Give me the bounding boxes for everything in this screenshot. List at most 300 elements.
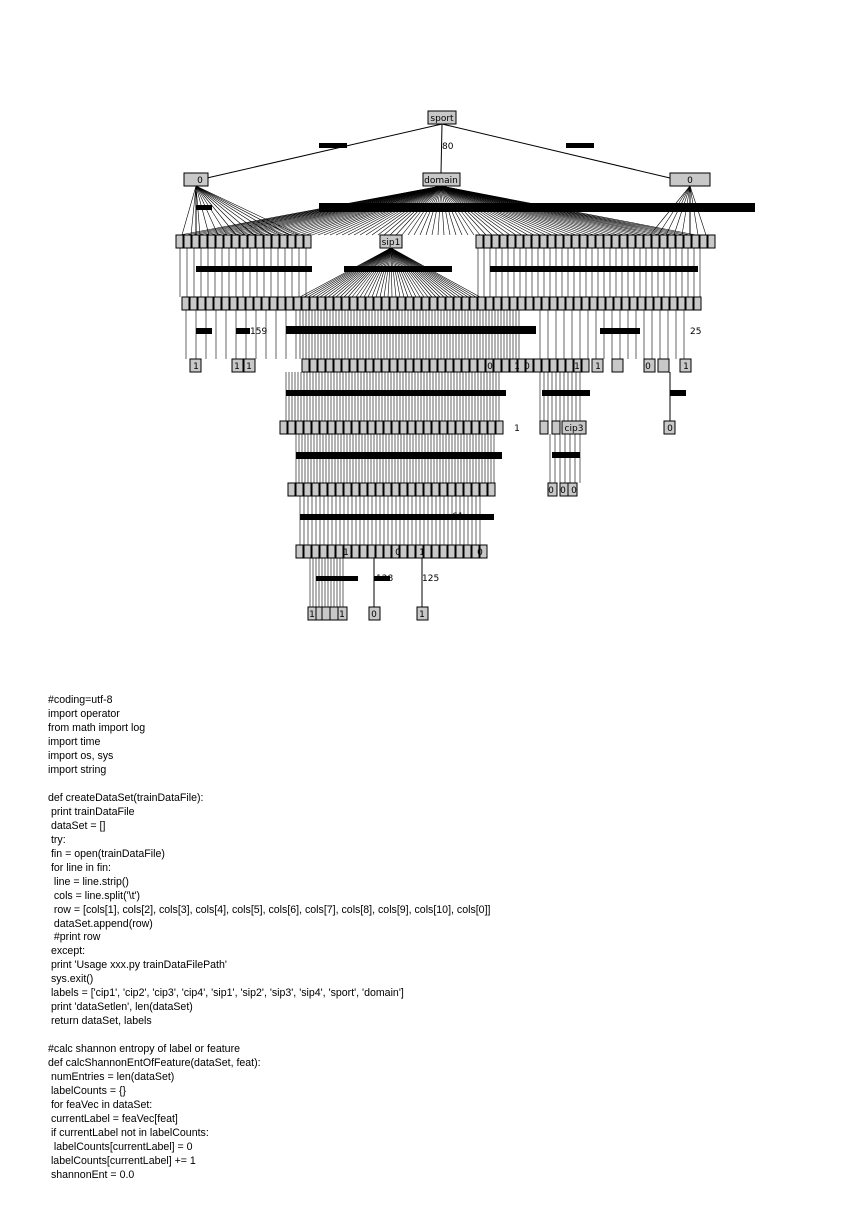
tree-edge bbox=[191, 186, 196, 235]
tree-node bbox=[326, 297, 333, 310]
tree-node bbox=[636, 235, 643, 248]
tree-node bbox=[390, 297, 397, 310]
tree-node bbox=[694, 297, 701, 310]
tree-node bbox=[644, 235, 651, 248]
code-line: from math import log bbox=[48, 721, 146, 734]
code-line: import string bbox=[48, 763, 107, 776]
leaf-value: 0 bbox=[371, 610, 377, 620]
tree-node bbox=[438, 359, 445, 372]
edge-label: 25 bbox=[690, 327, 702, 337]
tree-node bbox=[502, 297, 509, 310]
code-line: def createDataSet(trainDataFile): bbox=[48, 791, 204, 804]
edge-label: 128 bbox=[376, 574, 394, 584]
code-line: for feaVec in dataSet: bbox=[48, 1099, 153, 1112]
tree-node bbox=[582, 297, 589, 310]
tree-node bbox=[558, 297, 565, 310]
edge-label-bar bbox=[600, 328, 640, 334]
svg-text:0: 0 bbox=[197, 176, 203, 186]
tree-node bbox=[376, 483, 383, 496]
tree-node bbox=[296, 421, 303, 434]
tree-node bbox=[240, 235, 247, 248]
tree-node bbox=[368, 421, 375, 434]
code-line: print 'Usage xxx.py trainDataFilePath' bbox=[48, 959, 227, 972]
tree-node bbox=[270, 297, 277, 310]
tree-node bbox=[612, 359, 623, 372]
tree-node bbox=[288, 235, 295, 248]
tree-node bbox=[302, 359, 309, 372]
tree-node bbox=[432, 545, 439, 558]
tree-node-domain bbox=[423, 173, 460, 186]
tree-node bbox=[350, 297, 357, 310]
tree-node bbox=[400, 545, 407, 558]
edge-label-bar bbox=[490, 266, 698, 272]
tree-node bbox=[358, 359, 365, 372]
edge-label-bar bbox=[286, 390, 506, 396]
tree-node bbox=[518, 297, 525, 310]
tree-node bbox=[686, 297, 693, 310]
tree-node bbox=[448, 545, 455, 558]
tree-node bbox=[350, 359, 357, 372]
edge-label-bar bbox=[344, 266, 452, 272]
tree-node bbox=[456, 483, 463, 496]
edge-label-bar bbox=[300, 514, 494, 520]
tree-edge bbox=[391, 248, 480, 297]
tree-node bbox=[360, 483, 367, 496]
tree-node bbox=[296, 545, 303, 558]
tree-node bbox=[278, 297, 285, 310]
tree-node bbox=[446, 297, 453, 310]
tree-node bbox=[430, 359, 437, 372]
tree-node bbox=[280, 421, 287, 434]
tree-node bbox=[312, 421, 319, 434]
tree-node bbox=[302, 297, 309, 310]
code-line: import time bbox=[48, 735, 101, 748]
tree-node bbox=[472, 483, 479, 496]
tree-node bbox=[440, 483, 447, 496]
code-line: cols = line.split('\t') bbox=[48, 889, 141, 902]
tree-node-root bbox=[428, 111, 456, 124]
tree-node bbox=[652, 235, 659, 248]
tree-node bbox=[310, 297, 317, 310]
tree-edge bbox=[360, 248, 391, 297]
code-line: labels = ['cip1', 'cip2', 'cip3', 'cip4', 'sip1', 'sip2', 'sip3', 'sip4', 'sport', 'domain'] bbox=[48, 987, 404, 1000]
tree-node bbox=[344, 421, 351, 434]
tree-node bbox=[304, 235, 311, 248]
code-line: print trainDataFile bbox=[48, 805, 135, 818]
tree-node bbox=[320, 545, 327, 558]
tree-node bbox=[374, 297, 381, 310]
tree-node bbox=[342, 359, 349, 372]
tree-node bbox=[408, 545, 415, 558]
leaf-value: 0 bbox=[524, 362, 530, 372]
code-line: return dataSet, labels bbox=[48, 1015, 152, 1028]
code-line: sys.exit() bbox=[48, 973, 94, 986]
code-line: labelCounts[currentLabel] = 0 bbox=[48, 1141, 193, 1153]
svg-text:cip3: cip3 bbox=[564, 424, 584, 434]
tree-node bbox=[628, 235, 635, 248]
tree-node bbox=[432, 421, 439, 434]
tree-node bbox=[182, 297, 189, 310]
tree-node bbox=[604, 235, 611, 248]
tree-node bbox=[246, 297, 253, 310]
tree-node bbox=[366, 359, 373, 372]
tree-node bbox=[430, 297, 437, 310]
leaf-value: 0 bbox=[571, 486, 577, 496]
tree-node bbox=[556, 235, 563, 248]
tree-node bbox=[654, 297, 661, 310]
leaf-value: 1 bbox=[595, 362, 601, 372]
tree-node bbox=[296, 483, 303, 496]
tree-edge bbox=[336, 248, 391, 297]
code-line: shannonEnt = 0.0 bbox=[48, 1168, 135, 1181]
tree-node bbox=[200, 235, 207, 248]
code-line: def calcShannonEntOfFeature(dataSet, feat): bbox=[48, 1057, 261, 1070]
tree-node bbox=[382, 359, 389, 372]
leaf-value: 1 bbox=[193, 362, 199, 372]
tree-node bbox=[678, 297, 685, 310]
tree-node bbox=[464, 483, 471, 496]
tree-node bbox=[376, 421, 383, 434]
code-line: #calc shannon entropy of label or feature bbox=[48, 1043, 240, 1056]
tree-node bbox=[294, 297, 301, 310]
tree-node bbox=[614, 297, 621, 310]
tree-node bbox=[184, 235, 191, 248]
tree-edge bbox=[320, 248, 391, 297]
leaf-value: 0 bbox=[395, 548, 401, 558]
code-line bbox=[48, 1029, 828, 1043]
tree-node bbox=[328, 421, 335, 434]
tree-node bbox=[288, 483, 295, 496]
tree-node bbox=[612, 235, 619, 248]
tree-node bbox=[572, 235, 579, 248]
leaf-value: 0 bbox=[645, 362, 651, 372]
tree-node bbox=[232, 235, 239, 248]
tree-node bbox=[424, 421, 431, 434]
tree-node bbox=[440, 545, 447, 558]
tree-node bbox=[532, 235, 539, 248]
tree-node bbox=[398, 297, 405, 310]
leaf-value: 0 bbox=[560, 486, 566, 496]
tree-node bbox=[206, 297, 213, 310]
tree-edge bbox=[391, 248, 456, 297]
tree-node bbox=[256, 235, 263, 248]
tree-node bbox=[620, 235, 627, 248]
tree-node bbox=[366, 297, 373, 310]
leaf-value: 1 bbox=[339, 610, 345, 620]
tree-node bbox=[318, 297, 325, 310]
leaf-value: 1 bbox=[574, 362, 580, 372]
code-line: line = line.strip() bbox=[48, 875, 129, 888]
tree-node bbox=[454, 359, 461, 372]
tree-node bbox=[494, 297, 501, 310]
tree-node bbox=[384, 545, 391, 558]
tree-node bbox=[406, 359, 413, 372]
tree-node bbox=[488, 421, 495, 434]
leaf-value: 1 bbox=[343, 548, 349, 558]
tree-node bbox=[296, 235, 303, 248]
source-code-block bbox=[48, 694, 828, 1183]
tree-node bbox=[414, 359, 421, 372]
tree-node bbox=[454, 297, 461, 310]
tree-node bbox=[566, 359, 573, 372]
tree-node bbox=[462, 297, 469, 310]
tree-node bbox=[548, 235, 555, 248]
tree-node bbox=[190, 297, 197, 310]
edge-label-bar bbox=[552, 452, 580, 458]
code-line: labelCounts[currentLabel] += 1 bbox=[48, 1154, 196, 1167]
tree-node-sip1 bbox=[380, 235, 402, 248]
leaf-value: 1 bbox=[514, 424, 520, 434]
edge-label-bar bbox=[319, 143, 347, 148]
tree-node bbox=[390, 359, 397, 372]
tree-node bbox=[484, 235, 491, 248]
code-line: import os, sys bbox=[48, 749, 114, 762]
tree-node bbox=[414, 297, 421, 310]
code-line: dataSet = [] bbox=[48, 819, 106, 832]
tree-node bbox=[216, 235, 223, 248]
tree-node bbox=[352, 545, 359, 558]
code-line: dataSet.append(row) bbox=[48, 917, 153, 930]
tree-node bbox=[264, 235, 271, 248]
tree-node bbox=[580, 235, 587, 248]
code-line: import operator bbox=[48, 707, 120, 720]
tree-node bbox=[224, 235, 231, 248]
edge-label-bar bbox=[542, 390, 590, 396]
tree-node bbox=[526, 297, 533, 310]
tree-node bbox=[336, 545, 343, 558]
tree-node bbox=[456, 421, 463, 434]
tree-node-right bbox=[670, 173, 710, 186]
tree-node bbox=[542, 359, 549, 372]
svg-text:sip1: sip1 bbox=[381, 238, 401, 248]
tree-node bbox=[542, 297, 549, 310]
tree-edge bbox=[391, 248, 452, 297]
tree-node bbox=[476, 235, 483, 248]
tree-node bbox=[238, 297, 245, 310]
root-edge-label: 80 bbox=[442, 142, 454, 152]
tree-node bbox=[448, 421, 455, 434]
tree-node bbox=[312, 545, 319, 558]
tree-edge bbox=[442, 124, 670, 178]
tree-node bbox=[684, 235, 691, 248]
code-line: print 'dataSetlen', len(dataSet) bbox=[48, 1001, 193, 1014]
tree-node bbox=[638, 297, 645, 310]
tree-node bbox=[424, 545, 431, 558]
tree-node bbox=[422, 297, 429, 310]
code-line: labelCounts = {} bbox=[48, 1085, 127, 1098]
tree-node bbox=[550, 297, 557, 310]
tree-node bbox=[676, 235, 683, 248]
tree-node bbox=[358, 297, 365, 310]
tree-node bbox=[534, 359, 541, 372]
edge-label: 61 bbox=[452, 512, 464, 522]
leaf-value: 1 bbox=[419, 548, 425, 558]
tree-node bbox=[590, 297, 597, 310]
tree-node bbox=[480, 421, 487, 434]
tree-node bbox=[392, 483, 399, 496]
tree-node bbox=[336, 421, 343, 434]
tree-node bbox=[658, 359, 669, 372]
tree-node bbox=[488, 483, 495, 496]
tree-edge bbox=[182, 186, 196, 235]
tree-edge bbox=[312, 248, 391, 297]
tree-node bbox=[312, 483, 319, 496]
code-line: numEntries = len(dataSet) bbox=[48, 1071, 175, 1084]
tree-node bbox=[700, 235, 707, 248]
leaf-value: 0 bbox=[487, 362, 493, 372]
tree-node bbox=[432, 483, 439, 496]
tree-node bbox=[254, 297, 261, 310]
tree-node bbox=[508, 235, 515, 248]
tree-node bbox=[424, 483, 431, 496]
edge-label-bar bbox=[286, 326, 536, 334]
tree-node bbox=[408, 483, 415, 496]
edge-label-bar bbox=[296, 452, 502, 459]
code-line: try: bbox=[48, 833, 66, 846]
leaf-value: 1 bbox=[246, 362, 252, 372]
tree-node bbox=[524, 235, 531, 248]
tree-node bbox=[328, 483, 335, 496]
edge-label-bar bbox=[196, 205, 212, 210]
code-line: except: bbox=[48, 945, 86, 958]
tree-node bbox=[534, 297, 541, 310]
tree-node bbox=[448, 483, 455, 496]
tree-node-cip3 bbox=[562, 421, 586, 434]
tree-node bbox=[342, 297, 349, 310]
tree-node bbox=[470, 297, 477, 310]
edge-label: 159 bbox=[250, 327, 268, 337]
tree-node bbox=[336, 483, 343, 496]
leaf-value: 0 bbox=[548, 486, 554, 496]
tree-node bbox=[598, 297, 605, 310]
tree-edge bbox=[207, 124, 442, 178]
svg-text:0: 0 bbox=[687, 176, 693, 186]
tree-node bbox=[320, 483, 327, 496]
leaf-value: 1 bbox=[309, 610, 315, 620]
tree-node bbox=[416, 421, 423, 434]
tree-node bbox=[540, 235, 547, 248]
tree-node bbox=[630, 297, 637, 310]
tree-edge bbox=[348, 248, 391, 297]
tree-node bbox=[288, 421, 295, 434]
leaf-value: 1 bbox=[419, 610, 425, 620]
tree-node bbox=[552, 421, 560, 434]
tree-node bbox=[464, 421, 471, 434]
tree-node bbox=[496, 421, 503, 434]
edge-label-bar bbox=[670, 390, 686, 396]
tree-node bbox=[230, 297, 237, 310]
edge-label-bar bbox=[236, 328, 250, 334]
leaf-value: 1 bbox=[514, 362, 520, 372]
tree-node bbox=[478, 359, 485, 372]
code-line: fin = open(trainDataFile) bbox=[48, 847, 165, 860]
tree-node bbox=[392, 421, 399, 434]
code-line: #coding=utf-8 bbox=[48, 694, 113, 706]
tree-node bbox=[472, 421, 479, 434]
tree-node bbox=[596, 235, 603, 248]
edge-label-bar bbox=[196, 328, 212, 334]
tree-node bbox=[408, 421, 415, 434]
tree-node bbox=[400, 421, 407, 434]
tree-node bbox=[398, 359, 405, 372]
edge-label-bar bbox=[196, 266, 312, 272]
tree-node bbox=[208, 235, 215, 248]
code-line: if currentLabel not in labelCounts: bbox=[48, 1127, 209, 1140]
tree-node bbox=[320, 421, 327, 434]
tree-node bbox=[516, 235, 523, 248]
tree-node bbox=[248, 235, 255, 248]
code-line: currentLabel = feaVec[feat] bbox=[48, 1113, 178, 1126]
tree-node bbox=[422, 359, 429, 372]
edge-label-bar bbox=[566, 143, 594, 148]
tree-node bbox=[486, 297, 493, 310]
tree-node bbox=[510, 297, 517, 310]
edge-label: 125 bbox=[422, 574, 440, 584]
tree-node bbox=[272, 235, 279, 248]
tree-node bbox=[384, 421, 391, 434]
tree-node bbox=[622, 297, 629, 310]
tree-node bbox=[192, 235, 199, 248]
tree-node bbox=[400, 483, 407, 496]
tree-node bbox=[660, 235, 667, 248]
tree-node bbox=[588, 235, 595, 248]
tree-node bbox=[334, 297, 341, 310]
tree-node bbox=[540, 421, 548, 434]
svg-text:domain: domain bbox=[424, 176, 458, 186]
tree-node bbox=[446, 359, 453, 372]
tree-node bbox=[500, 235, 507, 248]
tree-node bbox=[566, 297, 573, 310]
tree-node bbox=[304, 421, 311, 434]
code-line: for line in fin: bbox=[48, 861, 112, 874]
leaf-value: 1 bbox=[234, 362, 240, 372]
tree-node bbox=[478, 297, 485, 310]
tree-node bbox=[360, 421, 367, 434]
tree-node bbox=[550, 359, 557, 372]
tree-node bbox=[662, 297, 669, 310]
code-line: #print row bbox=[48, 931, 101, 944]
tree-node bbox=[464, 545, 471, 558]
tree-node bbox=[456, 545, 463, 558]
tree-node bbox=[280, 235, 287, 248]
edge-label-bar bbox=[319, 203, 755, 212]
tree-node bbox=[582, 359, 589, 372]
tree-node bbox=[416, 483, 423, 496]
tree-node bbox=[708, 235, 715, 248]
tree-node bbox=[176, 235, 183, 248]
tree-node bbox=[670, 297, 677, 310]
tree-node bbox=[304, 483, 311, 496]
tree-node bbox=[606, 297, 613, 310]
tree-node bbox=[286, 297, 293, 310]
leaf-value: 0 bbox=[477, 548, 483, 558]
tree-node bbox=[368, 545, 375, 558]
tree-node bbox=[334, 359, 341, 372]
tree-node bbox=[574, 297, 581, 310]
tree-node bbox=[492, 235, 499, 248]
tree-node bbox=[376, 545, 383, 558]
tree-node bbox=[360, 545, 367, 558]
tree-node bbox=[328, 545, 335, 558]
tree-node bbox=[406, 297, 413, 310]
tree-node bbox=[480, 483, 487, 496]
tree-node bbox=[502, 359, 509, 372]
tree-node bbox=[440, 421, 447, 434]
leaf-value: 0 bbox=[667, 424, 673, 434]
tree-node bbox=[382, 297, 389, 310]
tree-node bbox=[222, 297, 229, 310]
tree-node bbox=[646, 297, 653, 310]
